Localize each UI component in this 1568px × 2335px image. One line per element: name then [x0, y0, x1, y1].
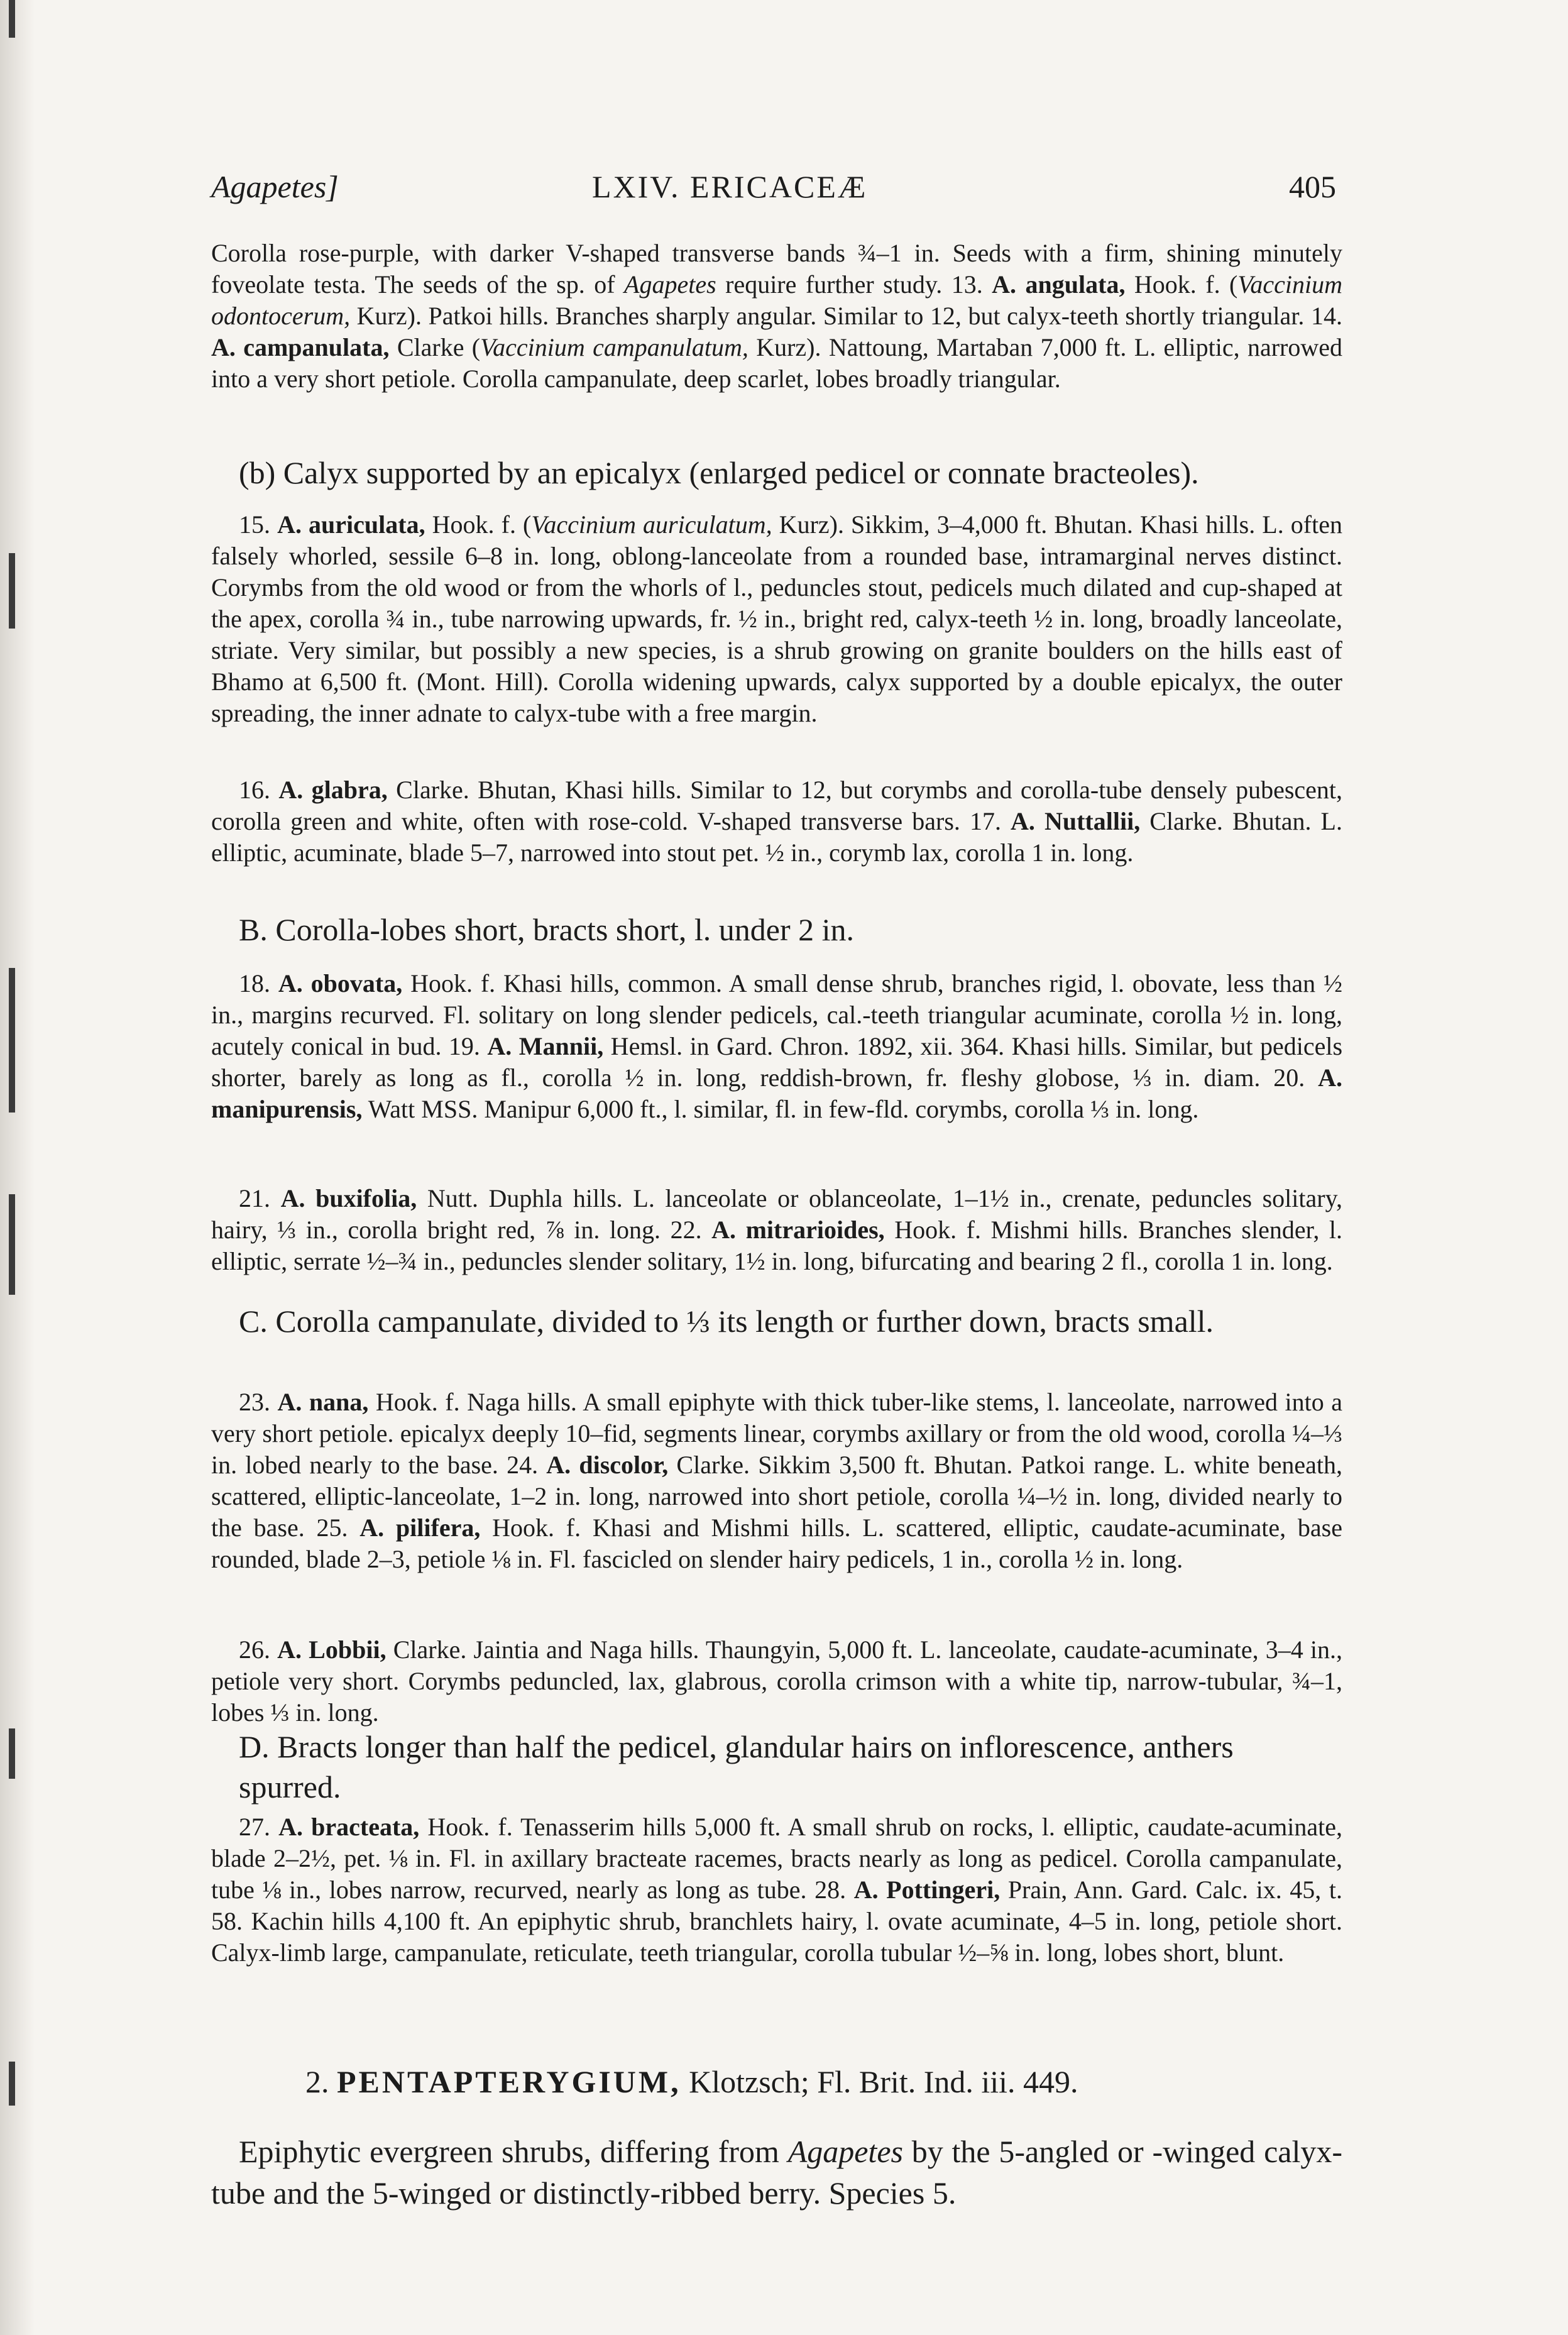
text-run: Epiphytic evergreen shrubs, differing from	[239, 2134, 788, 2169]
species-name: A. auriculata,	[277, 510, 425, 539]
paragraph	[211, 774, 1342, 869]
species-21-paragraph	[211, 1183, 1342, 1277]
text-run: Hook. f. Khasi hills, common. A small dense shrub, branches rigid, l. obovate, less than ½ in., margins recurved. Fl. solitary on long slender pedicels, cal.-teeth triangular acuminate, corolla ½ in. long, acutely conical in bud. 19.	[211, 969, 1342, 1060]
text-run: Prain, Ann. Gard. Calc. ix. 45, t. 58. Kachin hills 4,100 ft. An epiphytic shrub, branchlets hairy, l. ovate acuminate, 4–5 in. long, petiole short. Calyx-limb large, campanulate, reticulate, teeth triangular, corolla tubular ½–⅝ in. long, lobes short, blunt.	[211, 1876, 1342, 1967]
binding-mark	[9, 553, 15, 629]
text-run: Kurz). Nattoung, Martaban 7,000 ft. L. elliptic, narrowed into a very short petiole. Corolla campanulate, deep scarlet, lobes broadly triangular.	[211, 333, 1343, 393]
species-name: A. buxifolia,	[280, 1184, 417, 1212]
text-run: Watt MSS. Manipur 6,000 ft., l. similar, fl. in few-fld. corymbs, corolla ⅓ in. long.	[362, 1095, 1199, 1123]
synonym-name: Vaccinium campanulatum,	[480, 333, 748, 361]
scan-edge	[0, 0, 35, 2335]
text-run: Clarke. Jaintia and Naga hills. Thaungyin, 5,000 ft. L. lanceolate, caudate-acuminate, 3–4 in., petiole very short. Corymbs peduncled, lax, glabrous, corolla crimson with a white tip, narrow-tubular, ¾–1, lobes ⅓ in. long.	[211, 1635, 1343, 1727]
running-head-family: LXIV. ERICACEÆ	[592, 169, 868, 204]
text-run: Clarke. Sikkim 3,500 ft. Bhutan. Patkoi range. L. white beneath, scattered, elliptic-lanceolate, 1–2 in. long, narrowed into short petiole, corolla ¼–½ in. long, divided nearly to the base. 25.	[211, 1451, 1343, 1542]
species-number: 15.	[239, 510, 278, 539]
species-name: A. nana,	[277, 1388, 369, 1416]
species-number: 23.	[239, 1388, 278, 1416]
paragraph	[211, 968, 1342, 1125]
genus-title: PENTAPTERYGIUM,	[337, 2064, 681, 2099]
page-number: 405	[1289, 169, 1336, 204]
text-run: Hook. f. Naga hills. A small epiphyte with thick tuber-like stems, l. lanceolate, narrowed into a very short petiole. epicalyx deeply 10–fid, segments linear, corymbs axillary or from the old wood, corolla ¼–⅓ in. lobed nearly to the base. 24.	[211, 1388, 1342, 1479]
species-27-paragraph	[211, 1811, 1342, 1969]
section-heading-B: B. Corolla-lobes short, bracts short, l. under 2 in.	[239, 912, 855, 947]
text-run: by the 5-angled or -winged calyx-tube and the 5-winged or distinctly-ribbed berry. Species 5.	[211, 2134, 1342, 2211]
genus-name: Agapetes	[787, 2134, 903, 2169]
species-name: A. campanulata,	[211, 333, 390, 361]
species-name: A. obovata,	[278, 969, 403, 997]
text-run: Kurz). Patkoi hills. Branches sharply angular. Similar to 12, but calyx-teeth shortly triangular. 14.	[350, 302, 1342, 330]
binding-mark	[9, 0, 15, 38]
text-run: Hook. f. Mishmi hills. Branches slender, l. elliptic, serrate ½–¾ in., peduncles slender solitary, 1½ in. long, bifurcating and bearing 2 fl., corolla 1 in. long.	[211, 1216, 1342, 1275]
paragraph	[211, 1387, 1342, 1575]
species-name: A. bracteata,	[278, 1813, 420, 1841]
genus-heading	[305, 2062, 1342, 2102]
text-run: Hook. f. (	[1125, 270, 1238, 299]
binding-mark	[9, 968, 15, 1113]
species-name: A. Nuttallii,	[1011, 807, 1141, 835]
binding-mark	[9, 2062, 15, 2106]
binding-mark	[9, 1728, 15, 1779]
genus-description	[211, 2131, 1342, 2214]
species-26-paragraph	[211, 1634, 1342, 1728]
running-head-genus: Agapetes]	[211, 169, 339, 204]
binding-mark	[9, 1194, 15, 1295]
species-name: A. discolor,	[546, 1451, 669, 1479]
species-name: A. Mannii,	[487, 1032, 604, 1060]
section-heading-C: C. Corolla campanulate, divided to ⅓ its length or further down, bracts small.	[239, 1304, 1214, 1339]
paragraph	[211, 1634, 1342, 1728]
species-name: A. glabra,	[278, 776, 388, 804]
species-15-paragraph	[211, 509, 1342, 729]
running-head	[211, 168, 1342, 212]
species-number: 21.	[239, 1184, 281, 1212]
paragraph	[211, 238, 1342, 395]
section-heading-D: D. Bracts longer than half the pedicel, glandular hairs on inflorescence, anthers spurred.	[239, 1729, 1234, 1805]
text-run: Kurz). Sikkim, 3–4,000 ft. Bhutan. Khasi hills. L. often falsely whorled, sessile 6–8 in. long, oblong-lanceolate from a rounded base, intramarginal nerves distinct. Corymbs from the old wood or from the whorls of l., peduncles stout, pedicels much dilated and cup-shaped at the apex, corolla ¾ in., tube narrowing upwards, fr. ½ in., bright red, calyx-teeth ½ in. long, broadly lanceolate, striate. Very similar, but possibly a new species, is a shrub growing on granite boulders on the hills east of Bhamo at 6,500 ft. (Mont. Hill). Corolla widening upwards, calyx supported by a double epicalyx, the outer spreading, the inner adnate to calyx-tube with a free margin.	[211, 510, 1342, 727]
paragraph	[211, 509, 1342, 729]
paragraph	[211, 1811, 1342, 1969]
species-name: A. Pottingeri,	[853, 1876, 1001, 1904]
species-name: A. pilifera,	[359, 1514, 481, 1542]
text-run: Corolla rose-purple, with darker V-shaped transverse bands ¾–1 in. Seeds with a firm, shining minutely foveolate testa. The seeds of the sp. of	[211, 239, 1342, 299]
species-name: A. mitrarioides,	[711, 1216, 885, 1244]
species-number: 26.	[239, 1635, 278, 1664]
text-run: Hook. f. Tenasserim hills 5,000 ft. A small shrub on rocks, l. elliptic, caudate-acuminate, blade 2–2½, pet. ⅛ in. Fl. in axillary bracteate racemes, bracts nearly as long as pedicel. Corolla campanulate, tube ⅛ in., lobes narrow, recurved, nearly as long as tube. 28.	[211, 1813, 1342, 1904]
text-run: require further study. 13.	[716, 270, 992, 299]
synonym-name: Vaccinium odontocerum,	[211, 270, 1343, 330]
text-run: Hook. f. Khasi and Mishmi hills. L. scattered, elliptic, caudate-acuminate, base rounded, blade 2–3, petiole ⅛ in. Fl. fascicled on slender hairy pedicels, 1 in., corolla ½ in. long.	[211, 1514, 1342, 1573]
synonym-name: Vaccinium auriculatum,	[531, 510, 772, 539]
species-name: A. Lobbii,	[277, 1635, 387, 1664]
section-heading-b: (b) Calyx supported by an epicalyx (enlarged pedicel or connate bracteoles).	[239, 455, 1199, 490]
species-18-paragraph	[211, 968, 1342, 1125]
species-16-paragraph	[211, 774, 1342, 869]
species-number: 16.	[239, 776, 279, 804]
species-name: A. angulata,	[992, 270, 1126, 299]
genus-citation: Klotzsch; Fl. Brit. Ind. iii. 449.	[681, 2064, 1078, 2099]
text-run: Hook. f. (	[425, 510, 532, 539]
paragraph	[211, 2131, 1342, 2214]
text-run: Clarke. Bhutan. L. elliptic, acuminate, blade 5–7, narrowed into stout pet. ½ in., corymb lax, corolla 1 in. long.	[211, 807, 1342, 867]
genus-number: 2.	[305, 2064, 337, 2099]
species-number: 27.	[239, 1813, 279, 1841]
text-run: Clarke. Bhutan, Khasi hills. Similar to 12, but corymbs and corolla-tube densely pubescent, corolla green and white, often with rose-cold. V-shaped transverse bars. 17.	[211, 776, 1343, 835]
text-run: Clarke (	[389, 333, 481, 361]
text-run: Hemsl. in Gard. Chron. 1892, xii. 364. Khasi hills. Similar, but pedicels shorter, barely as long as fl., corolla ½ in. long, reddish-brown, fr. fleshy globose, ⅓ in. diam. 20.	[211, 1032, 1343, 1092]
paragraph	[211, 1183, 1342, 1277]
genus-name: Agapetes	[624, 270, 716, 299]
text-run: Nutt. Duphla hills. L. lanceolate or oblanceolate, 1–1½ in., crenate, peduncles solitary, hairy, ⅓ in., corolla bright red, ⅞ in. long. 22.	[211, 1184, 1342, 1244]
paragraph-continuation	[211, 238, 1342, 395]
species-23-paragraph	[211, 1387, 1342, 1575]
species-number: 18.	[239, 969, 278, 997]
species-name: A. manipurensis,	[211, 1063, 1342, 1123]
